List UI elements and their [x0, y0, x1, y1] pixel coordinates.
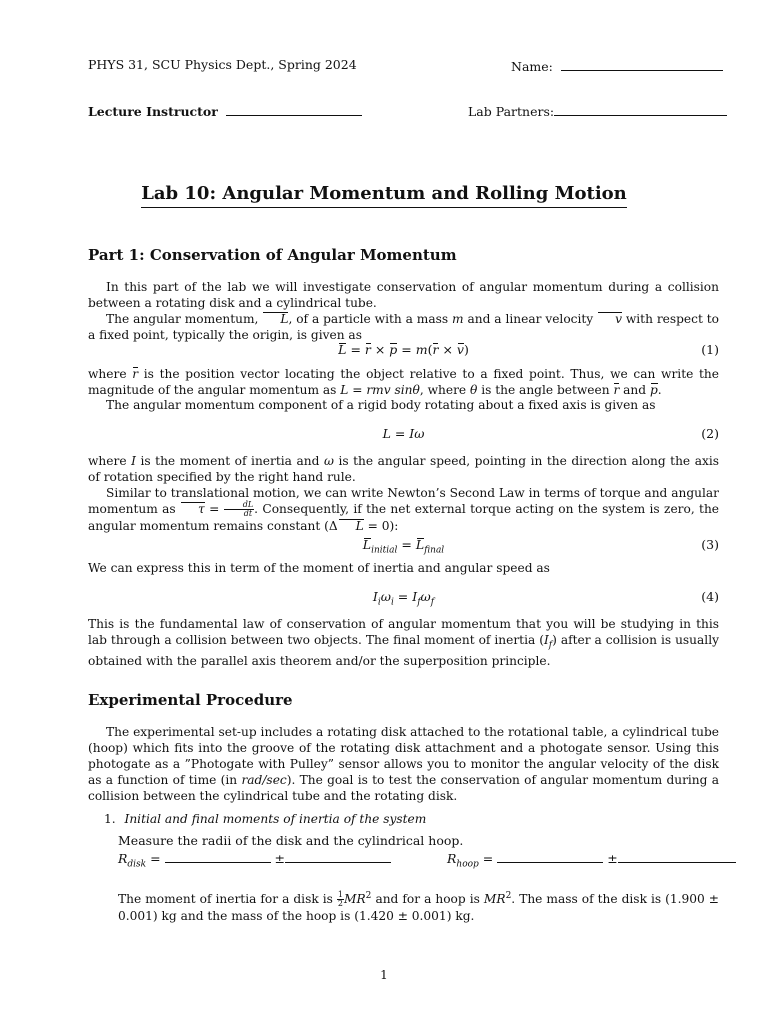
procedure-heading: Experimental Procedure: [88, 691, 293, 709]
lab-title: Lab 10: Angular Momentum and Rolling Motion: [0, 183, 768, 204]
lecture-instructor-field: [88, 102, 362, 119]
r-hoop-value-blank[interactable]: [497, 849, 603, 863]
part1-heading: Part 1: Conservation of Angular Momentum: [88, 246, 457, 264]
lecture-instructor-blank[interactable]: [226, 102, 362, 116]
part1-paragraph-1: In this part of the lab we will investigate conservation of angular momentum during a collision between a rotating disk and a cylindrical tube.: [88, 280, 719, 310]
lab-partners-blank[interactable]: [554, 102, 727, 116]
document-page: PHYS 31, SCU Physics Dept., Spring 2024 Name: Lecture Instructor Lab Partners: Lab 10: Angular Momentum and Rolling Motion Part 1: Conservation of Angular Momentum In this part of the lab we will investigate conservation of angular momentum during a collision between a rotating disk and a cylindrical tube. The angular momentum, L, of a particle with a mass m and a linear velocity v with respect to a fixed point, typically the origin, is given as L = r × p = m(r × v) (1) where r is the position vector locating the object relative to a fixed point. Thus, we can write the magnitude of the angular momentum as L = rmv sinθ, where θ is the angle between r and p. The angular momentum component of a rigid body rotating about a fixed axis is given as L = Iω (2) where I is the moment of inertia and ω is the angular speed, pointing in the direction along the axis of rotation specified by the right hand rule. Similar to translational motion, we can write Newton’s Second Law in terms of torque and angular momentum as τ = $\frac{dL}{dt}$ . Consequently, if the net external torque acting on the system is zero, the angular momentum remains constant (Δ L = 0): $L_{initial} = L_{final}$ (3) We can express this in term of the moment of inertia and angular speed as $I_i\omega_i = I_f\omega_f$ (4) This is the fundamental law of conservation of angular momentum that you will be studying in this lab through a collision between two objects. The final moment of inertia $(I_f)$ after a collision is usually obtained with the parallel axis theorem and/or the superposition principle. Experimental Procedure The experimental set-up includes a rotating disk attached to the rotational table, a cylindrical tube (hoop) which fits into the groove of the rotating disk attachment and a photogate sensor. Using this photogate as a ”Photogate with Pulley” sensor allows you to monitor the angular velocity of the disk as a function of time (in rad/sec). The goal is to test the conservation of angular momentum during a collision between the cylindrical tube and the rotating disk. 1. Initial and final moments of inertia of the system Measure the radii of the disk and the cylindrical hoop. $R_{disk}$ = ± $R_{hoop}$ = ± The moment of inertia for a disk is $\frac{1}{2}$ $MR^2$ and for a hoop is $MR^2$. The mass of the disk is (1.900 ± 0.001) kg and the mass of the hoop is (1.420 ± 0.001) kg. 1: [0, 0, 768, 1024]
part1-paragraph-8: This is the fundamental law of conservation of angular momentum that you will be studying in this lab through a collision between two objects. The final moment of inertia $(I_f)$ after a collision is usually obtained with the parallel axis theorem and/or the superposition principle.: [88, 617, 719, 669]
part1-paragraph-5: where I is the moment of inertia and ω is the angular speed, pointing in the direction along the axis of rotation specified by the right hand rule.: [88, 454, 719, 484]
item-1-text: Measure the radii of the disk and the cylindrical hoop.: [118, 833, 464, 848]
part1-paragraph-4: The angular momentum component of a rigid body rotating about a fixed axis is given as: [106, 398, 656, 412]
item-1-title: Initial and final moments of inertia of the system: [124, 812, 427, 826]
r-hoop-row: $R_{hoop}$ = ±: [447, 849, 736, 870]
name-field: [511, 57, 723, 74]
part1-paragraph-6: Similar to translational motion, we can write Newton’s Second Law in terms of torque and angular momentum as τ = $\frac{dL}{dt}$ . Consequently, if the net external torque acting on the system is zero, the angular momentum remains constant (Δ L = 0):: [88, 486, 719, 533]
lecture-instructor-label: Lecture Instructor: [88, 104, 218, 119]
part1-paragraph-3: where r is the position vector locating the object relative to a fixed point. Thus, we can write the magnitude of the angular momentum as L = rmv sinθ, where θ is the angle between r and p.: [88, 367, 719, 397]
procedure-paragraph: The experimental set-up includes a rotating disk attached to the rotational table, a cylindrical tube (hoop) which fits into the groove of the rotating disk attachment and a photogate sensor. Using this photogate as a ”Photogate with Pulley” sensor allows you to monitor the angular velocity of the disk as a function of time (in rad/sec). The goal is to test the conservation of angular momentum during a collision between the cylindrical tube and the rotating disk.: [88, 725, 720, 803]
part1-paragraph-2: The angular momentum, L, of a particle with a mass m and a linear velocity v with respect to a fixed point, typically the origin, is given as: [88, 312, 719, 342]
equation-2-number: (2): [701, 426, 719, 441]
r-hoop-uncertainty-blank[interactable]: [618, 849, 736, 863]
equation-1-number: (1): [701, 342, 719, 357]
mass-paragraph: The moment of inertia for a disk is $\frac{1}{2}$ $MR^2$ and for a hoop is $MR^2$. The mass of the disk is (1.900 ± 0.001) kg and the mass of the hoop is (1.420 ± 0.001) kg.: [118, 890, 720, 924]
r-disk-uncertainty-blank[interactable]: [285, 849, 391, 863]
lab-partners-field: [468, 102, 727, 119]
name-blank[interactable]: [561, 57, 723, 71]
page-number: 1: [380, 968, 388, 982]
r-disk-value-blank[interactable]: [165, 849, 271, 863]
r-disk-row: $R_{disk}$ = ±: [118, 849, 391, 870]
item-1-heading: [104, 812, 426, 826]
course-header: PHYS 31, SCU Physics Dept., Spring 2024: [88, 57, 357, 72]
part1-paragraph-7: We can express this in term of the moment of inertia and angular speed as: [88, 561, 550, 575]
equation-4-number: (4): [701, 589, 719, 604]
lab-partners-label: Lab Partners:: [468, 104, 555, 119]
equation-3-number: (3): [701, 537, 719, 552]
name-label: Name:: [511, 59, 553, 74]
item-1-number: 1.: [104, 812, 116, 826]
